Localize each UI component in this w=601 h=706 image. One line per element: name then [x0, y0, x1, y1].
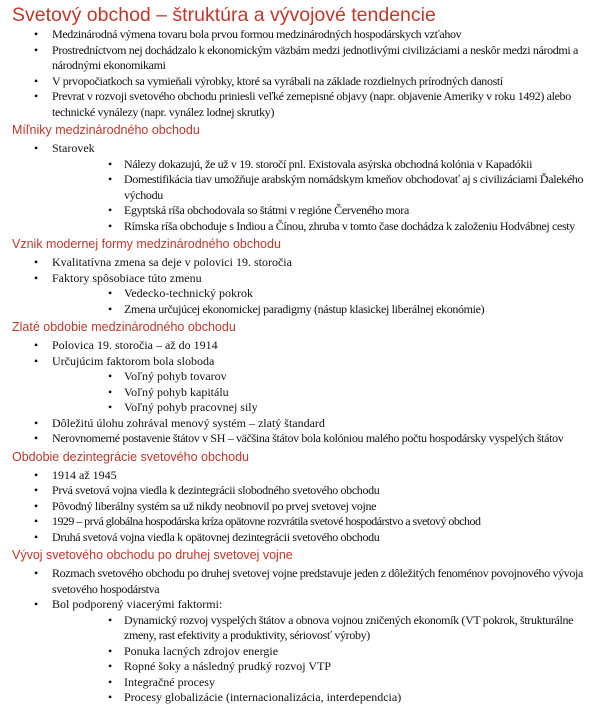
sub-list	[8, 157, 595, 235]
list-item-text: Faktory spôsobiace túto zmenu	[52, 270, 202, 285]
list-item: • Dôležitú úlohu zohrával menový systém – zlatý štandard	[8, 416, 595, 432]
sub-list-item: • Procesy globalizácie (internacionalizácia, interdependcia)	[88, 690, 595, 706]
list-item-text: Určujúcim faktorom bola sloboda	[52, 353, 215, 368]
sub-list-item: • Voľný pohyb pracovnej sily	[88, 400, 595, 416]
list-item: • Pôvodný liberálny systém sa už nikdy neobnovil po prvej svetovej vojne	[8, 499, 595, 515]
sub-list-item: • Rímska ríša obchoduje s Indiou a Čínou, zhruba v tomto čase dochádza k založeniu Hodvábnej cesty	[88, 219, 595, 235]
list-item: • Rozmach svetového obchodu po druhej svetovej vojne predstavuje jeden z dôležitých fenoménov povojnového vývoja svetového hospodárstva	[8, 566, 595, 597]
list-item-text: Starovek	[52, 141, 95, 155]
list-item	[8, 597, 595, 706]
sub-list-item: • Domestifikácia tiav umožňuje arabským nomádskym kmeňov obchodovať aj s civilizáciami Ďalekého východu	[88, 172, 595, 203]
list-item	[8, 141, 595, 234]
intro-list	[8, 27, 595, 120]
document-title: Svetový obchod – štruktúra a vývojové tendencie	[12, 4, 436, 26]
sub-list	[8, 369, 595, 416]
list-item: • 1914 až 1945	[8, 468, 595, 484]
list-item: • Polovica 19. storočia – až do 1914	[8, 338, 595, 354]
sub-list	[8, 286, 595, 317]
sub-list-item: • Voľný pohyb tovarov	[88, 369, 595, 385]
sub-list-item: • Zmena určujúcej ekonomickej paradigmy (nástup klasickej liberálnej ekonómie)	[88, 302, 595, 318]
section-heading: Zlaté obdobie medzinárodného obchodu	[12, 320, 236, 334]
list-item-text: Bol podporený viacerými faktormi:	[52, 597, 223, 611]
section-list	[8, 468, 595, 546]
sub-list-item: • Egyptská ríša obchodovala so štátmi v regióne Červeného mora	[88, 203, 595, 219]
list-item: • Nerovnomerné postavenie štátov v SH – väčšina štátov bola kolóniou malého počtu hospodársky vyspelých štátov	[8, 431, 595, 447]
section-list	[8, 566, 595, 706]
sub-list-item: • Nálezy dokazujú, že už v 19. storočí pnl. Existovala asýrska obchodná kolónia v Kapadókii	[88, 157, 595, 173]
list-item	[8, 271, 595, 318]
section-heading: Obdobie dezintegrácie svetového obchodu	[12, 449, 249, 464]
list-item: • Prevrat v rozvoji svetového obchodu priniesli veľké zemepisné objavy (napr. objavenie Ameriky v roku 1492) alebo technické vynálezy (napr. vynález lodnej skrutky)	[8, 89, 595, 120]
list-item: • Kvalitatívna zmena sa deje v polovici 19. storočia	[8, 255, 595, 271]
list-item: • V prvopočiatkoch sa vymieňali výrobky, ktoré sa vyrábali na základe rozdielnych prírodných daností	[8, 74, 595, 90]
section-list	[8, 338, 595, 447]
sub-list-item: • Dynamický rozvoj vyspelých štátov a obnova vojnou zničených ekonomík (VT pokrok, štrukturálne zmeny, rast efektivity a produktivity, sériovosť výroby)	[88, 613, 595, 644]
section-list	[8, 141, 595, 234]
list-item	[8, 354, 595, 416]
list-item: • Prvá svetová vojna viedla k dezintegrácii slobodného svetového obchodu	[8, 483, 595, 499]
section-heading: Míľniky medzinárodného obchodu	[12, 123, 200, 137]
section-heading: Vývoj svetového obchodu po druhej svetovej vojne	[12, 548, 293, 562]
sub-list	[8, 613, 595, 706]
sub-list-item: • Voľný pohyb kapitálu	[88, 385, 595, 401]
list-item: • Prostredníctvom nej dochádzalo k ekonomickým väzbám medzi jednotlivými civilizáciami a neskôr medzi národmi a národnými ekonomikami	[8, 43, 595, 74]
sub-list-item: • Ropné šoky a následný prudký rozvoj VTP	[88, 659, 595, 675]
sub-list-item: • Integračné procesy	[88, 675, 595, 691]
sub-list-item: • Vedecko-technický pokrok	[88, 286, 595, 302]
section-list	[8, 255, 595, 317]
list-item: • Medzinárodná výmena tovaru bola prvou formou medzinárodných hospodárskych vzťahov	[8, 27, 595, 43]
list-item: • Druhá svetová vojna viedla k opätovnej dezintegrácii svetového obchodu	[8, 530, 595, 546]
sub-list-item: • Ponuka lacných zdrojov energie	[88, 644, 595, 660]
list-item: • 1929 – prvá globálna hospodárska kríza opätovne rozvrátila svetové hospodárstvo a svetový obchod	[8, 514, 595, 530]
section-heading: Vznik modernej formy medzinárodného obchodu	[12, 237, 281, 251]
